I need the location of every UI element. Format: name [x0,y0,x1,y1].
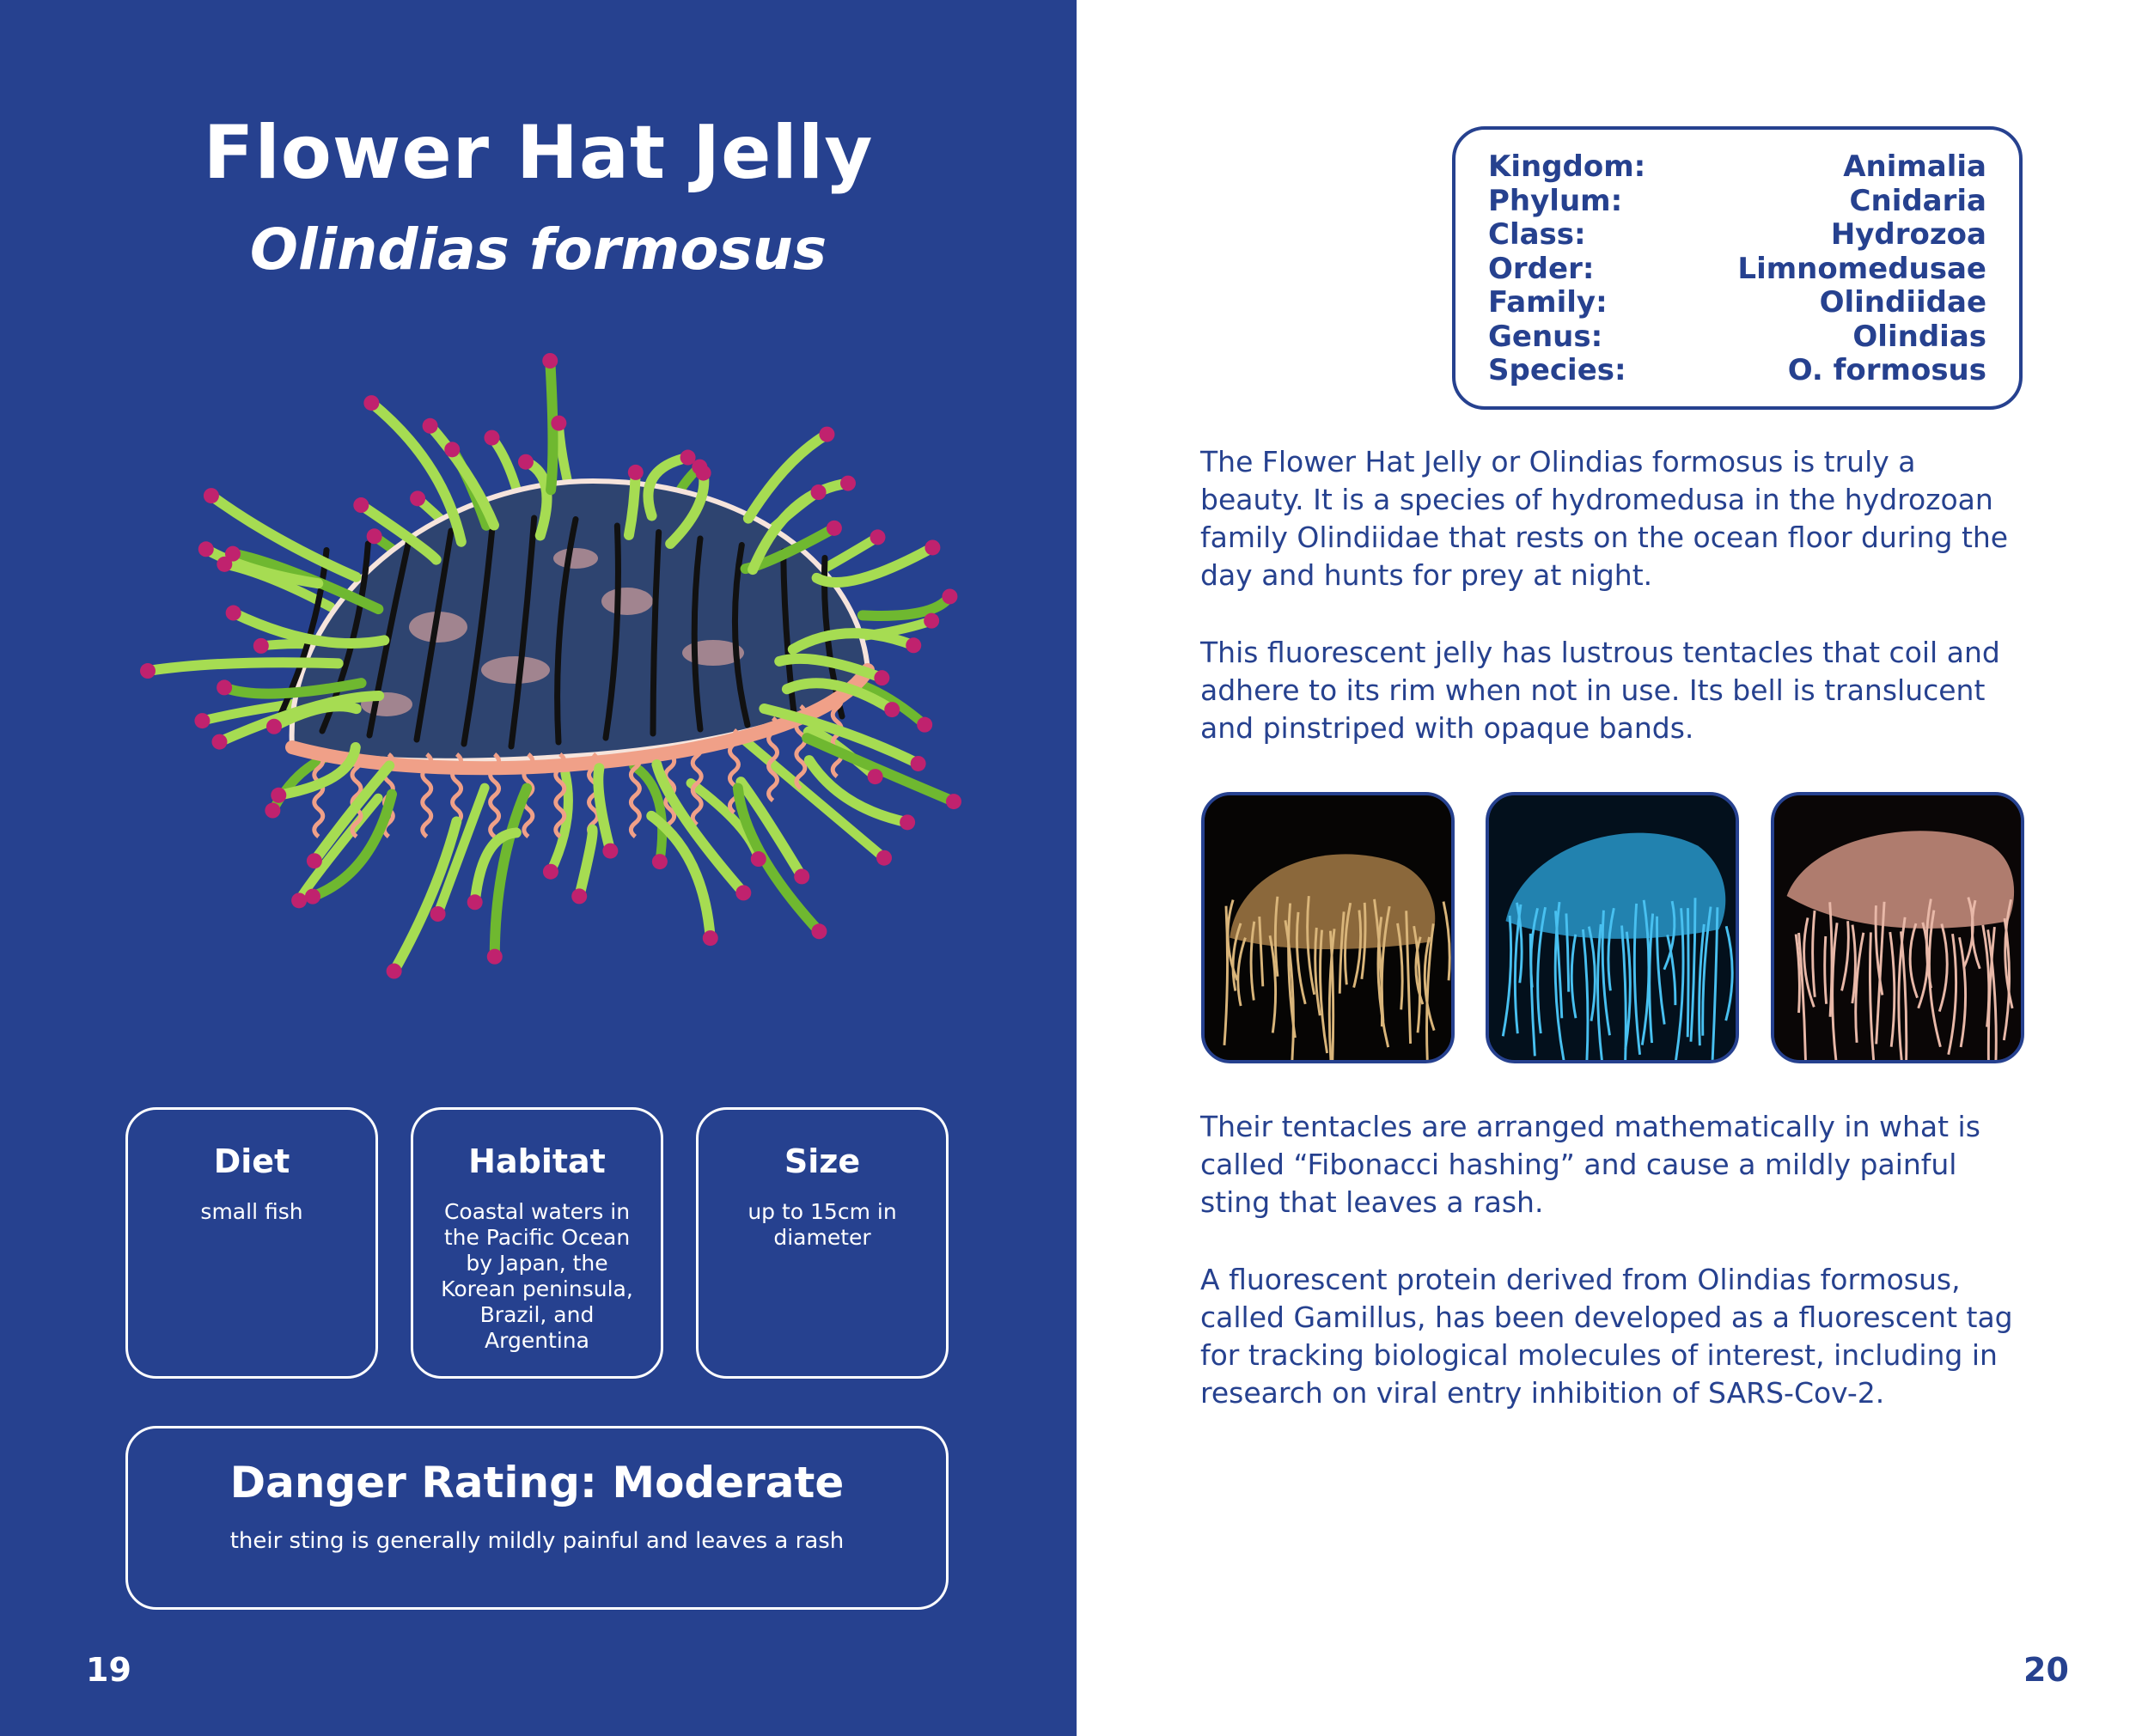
taxonomy-value: O. formosus [1787,353,1986,387]
fibonacci-paragraph: Their tentacles are arranged mathematically in what is called “Fibonacci hashing” and cause a mildly painful sting that leaves a rash. [1200,1110,1980,1219]
taxonomy-row [1488,320,1986,355]
size-card [696,1107,949,1379]
taxonomy-value: Animalia [1843,149,1986,184]
taxonomy-row [1488,253,1986,287]
page-number-right: 20 [2023,1651,2069,1689]
scientific-name: Olindias formosus [249,216,827,283]
habitat-card [411,1107,663,1379]
taxonomy-rank: Genus: [1488,319,1603,354]
taxonomy-rank: Order: [1488,251,1595,286]
taxonomy-rank: Kingdom: [1488,149,1646,184]
gamillus-paragraph: A fluorescent protein derived from Olindias formosus, called Gamillus, has been developed as a fluorescent tag for tracking biological molecules of interest, including in research on viral entry inhibition of SARS-Cov-2. [1200,1263,2013,1410]
jellyfish-photo-gold [1201,792,1455,1063]
habitat-heading: Habitat [468,1142,606,1180]
taxonomy-row [1488,185,1986,219]
taxonomy-value: Cnidaria [1849,183,1986,218]
taxonomy-value: Olindiidae [1819,285,1986,320]
jellyfish-illustration [112,344,971,996]
tentacles-paragraph: This fluorescent jelly has lustrous tentacles that coil and adhere to its rim when not in use. Its bell is translucent and pinstriped with opaque bands. [1200,636,2000,745]
jellyfish-photo-blue [1486,792,1739,1063]
habitat-text: Coastal waters in the Pacific Ocean by Japan, the Korean peninsula, Brazil, and Argentina [441,1199,633,1353]
taxonomy-row [1488,150,1986,185]
taxonomy-row [1488,286,1986,320]
page-title: Flower Hat Jelly [203,110,874,196]
taxonomy-row [1488,218,1986,253]
danger-rating-card [125,1426,949,1610]
taxonomy-row [1488,354,1986,388]
diet-heading: Diet [213,1142,290,1180]
page-number-left: 19 [86,1651,131,1689]
taxonomy-rank: Phylum: [1488,183,1623,218]
taxonomy-value: Limnomedusae [1737,251,1986,286]
taxonomy-value: Olindias [1852,319,1986,354]
size-text: up to 15cm in diameter [748,1199,897,1250]
danger-text: their sting is generally mildly painful and leaves a rash [229,1528,845,1554]
danger-heading: Danger Rating: Moderate [229,1458,845,1508]
taxonomy-rank: Class: [1488,217,1586,252]
size-heading: Size [784,1142,861,1180]
taxonomy-rank: Species: [1488,353,1626,387]
taxonomy-box [1452,126,2023,410]
diet-card [125,1107,378,1379]
taxonomy-rank: Family: [1488,285,1608,320]
intro-paragraph: The Flower Hat Jelly or Olindias formosus is truly a beauty. It is a species of hydromedusa in the hydrozoan family Olindiidae that rests on the ocean floor during the day and hunts for prey at night. [1200,445,2009,592]
taxonomy-value: Hydrozoa [1830,217,1986,252]
diet-text: small fish [200,1199,303,1224]
jellyfish-photo-pink [1771,792,2024,1063]
